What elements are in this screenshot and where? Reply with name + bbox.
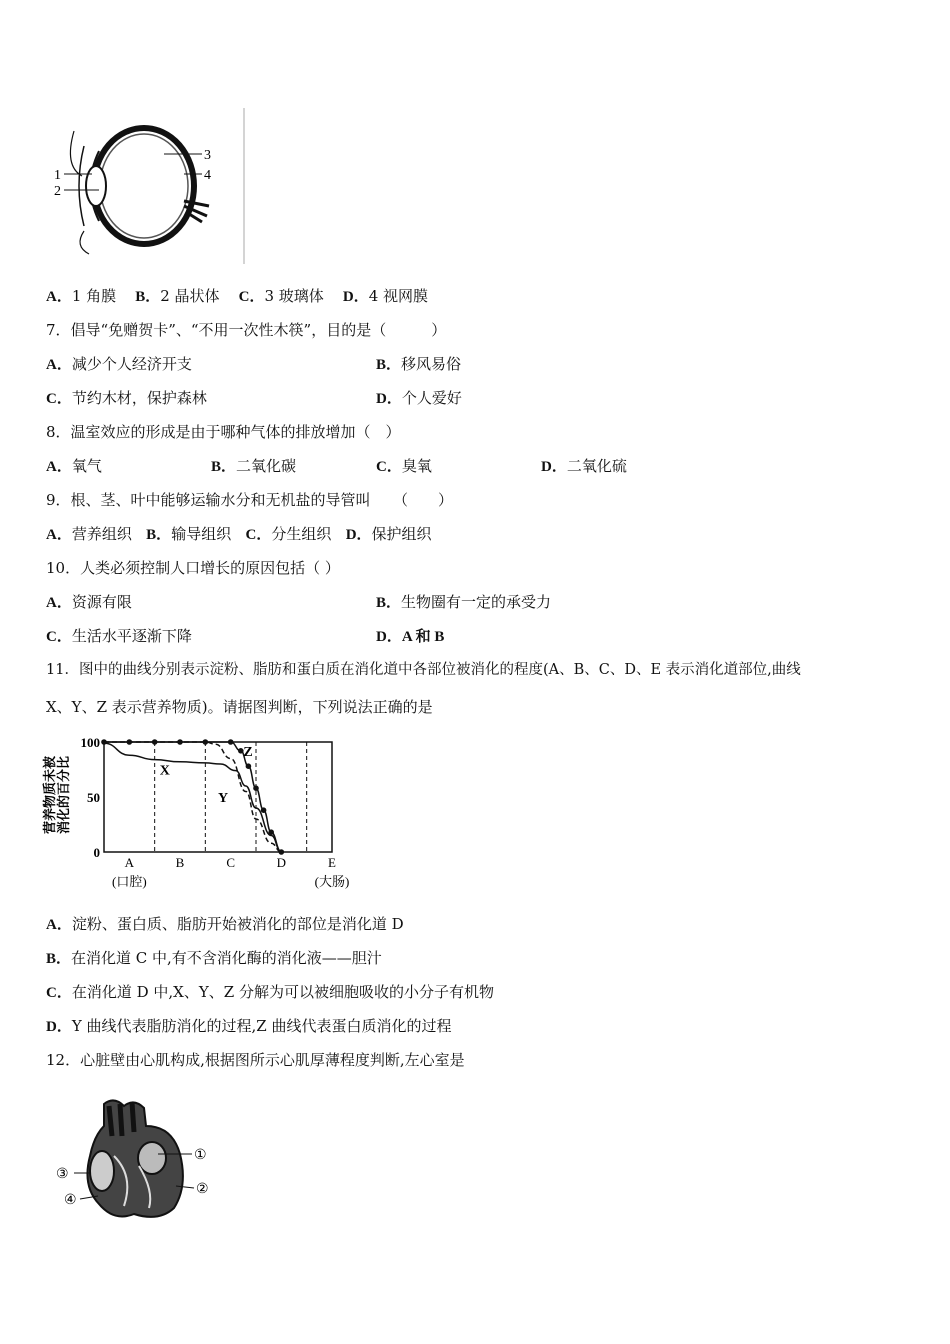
series-point-z (246, 763, 252, 769)
curve-label-z: Z (243, 744, 253, 760)
q11-option-d-key: D． (46, 1019, 72, 1035)
q11-option-b[interactable] (46, 948, 382, 969)
series-point-z (127, 739, 133, 745)
q10-stem: 10．人类必须控制人口增长的原因包括（ ） (46, 559, 340, 577)
q11-option-b-key: B． (46, 951, 72, 967)
q7-option-c-key: C． (46, 391, 72, 407)
q10-option-b[interactable] (376, 592, 551, 613)
q10-option-a-key: A． (46, 595, 72, 611)
q10-option-d[interactable] (376, 626, 444, 647)
q8-option-c[interactable] (376, 456, 432, 477)
q7-stem: 7．倡导“免赠贺卡”、“不用一次性木筷”，目的是（ ） (46, 321, 447, 339)
q7-option-d-text: 个人爱好 (401, 389, 462, 407)
q8-stem: 8．温室效应的形成是由于哪种气体的排放增加（ ） (46, 423, 401, 441)
q7-option-a-text: 减少个人经济开支 (71, 355, 192, 373)
q11-option-d-text: Y 曲线代表脂肪消化的过程,Z 曲线代表蛋白质消化的过程 (71, 1017, 452, 1035)
digestion-chart (40, 728, 360, 896)
q6-option-a[interactable] (46, 287, 116, 305)
q6-option-a-text: 1 角膜 (71, 287, 117, 305)
q6-option-d-text: 4 视网膜 (368, 287, 429, 305)
q10-option-d-key: D． (376, 629, 402, 645)
curve-label-x: X (159, 763, 170, 779)
q9-option-d[interactable] (346, 525, 432, 543)
q7-option-d-key: D． (376, 391, 402, 407)
q6-option-d-key: D． (342, 289, 369, 305)
eye-label-2: 2 (54, 184, 61, 199)
q8-option-b[interactable] (211, 456, 296, 477)
q10-option-d-text: A 和 B (401, 629, 445, 645)
eye-diagram-svg (44, 106, 246, 266)
q6-option-b[interactable] (135, 287, 219, 305)
q8-option-c-key: C． (376, 459, 402, 475)
q6-option-c-key: C． (238, 289, 265, 305)
q10-option-b-text: 生物圈有一定的承受力 (401, 593, 552, 611)
q7-option-a-key: A． (46, 357, 72, 373)
q11-stem-line2: X、Y、Z 表示营养物质)。请据图判断，下列说法正确的是 (46, 698, 433, 716)
q11-option-c-key: C． (46, 985, 72, 1001)
series-point-z (203, 739, 209, 745)
q9-option-b-key: B． (146, 527, 172, 543)
q6-options (46, 286, 428, 307)
q8-option-a-key: A． (46, 459, 72, 475)
eye-label-3: 3 (204, 148, 211, 163)
q6-option-b-text: 2 晶状体 (160, 287, 220, 305)
series-point-z (279, 849, 285, 855)
q7-option-b-text: 移风易俗 (401, 355, 462, 373)
q11-option-a-text: 淀粉、蛋白质、脂肪开始被消化的部位是消化道 D (71, 915, 404, 933)
q8-option-b-key: B． (211, 459, 237, 475)
q8-option-b-text: 二氧化碳 (236, 457, 297, 475)
series-point-z (268, 829, 274, 835)
x-tick-note: (大肠) (314, 874, 350, 889)
series-point-z (101, 739, 107, 745)
series-point-z (261, 807, 267, 813)
q7-option-c[interactable] (46, 388, 207, 409)
q9-option-d-text: 保护组织 (371, 525, 432, 543)
curve-label-y: Y (218, 791, 229, 806)
heart-diagram-svg (54, 1096, 220, 1224)
q6-option-c[interactable] (239, 287, 324, 305)
q8-option-d[interactable] (541, 456, 627, 477)
q10-option-c-text: 生活水平逐渐下降 (71, 627, 192, 645)
q7-option-c-text: 节约木材，保护森林 (71, 389, 207, 407)
x-tick-label: A (124, 855, 135, 870)
x-tick-label: C (226, 855, 236, 870)
heart-label-1: ① (194, 1148, 207, 1163)
eye-label-1: 1 (54, 168, 61, 183)
y-tick-label: 50 (87, 790, 100, 805)
q11-option-d[interactable] (46, 1016, 451, 1037)
x-tick-label: E (328, 855, 336, 870)
q10-option-a[interactable] (46, 592, 132, 613)
q11-option-a[interactable] (46, 914, 404, 935)
series-line-x (104, 743, 281, 852)
q11-option-b-text: 在消化道 C 中,有不含消化酶的消化液——胆汁 (71, 949, 382, 967)
heart-label-2: ② (196, 1182, 209, 1197)
q11-option-c-text: 在消化道 D 中,X、Y、Z 分解为可以被细胞吸收的小分子有机物 (71, 983, 494, 1001)
heart-diagram (54, 1096, 220, 1224)
q7-option-d[interactable] (376, 388, 462, 409)
y-axis-label: 消化的百分比 (56, 755, 71, 834)
q11-stem-line1: 11．图中的曲线分别表示淀粉、脂肪和蛋白质在消化道中各部位被消化的程度(A、B、C、D、E 表示消化道部位,曲线 (46, 662, 801, 678)
q6-option-c-text: 3 玻璃体 (264, 287, 324, 305)
q9-option-a-text: 营养组织 (71, 525, 132, 543)
y-tick-label: 0 (93, 845, 100, 860)
q7-option-b[interactable] (376, 354, 461, 375)
y-axis-label: 营养物质未被 (42, 755, 57, 834)
q8-option-a-text: 氧气 (71, 457, 102, 475)
x-tick-label: D (276, 855, 287, 870)
heart-label-3: ③ (56, 1167, 69, 1182)
q6-option-b-key: B． (135, 289, 161, 305)
q10-option-c-key: C． (46, 629, 72, 645)
series-point-z (152, 739, 158, 745)
y-tick-label: 100 (80, 735, 100, 750)
series-line-y (104, 742, 281, 852)
eye-label-4: 4 (204, 168, 211, 183)
x-tick-note: (口腔) (111, 874, 147, 889)
q7-option-b-key: B． (376, 357, 402, 373)
q6-option-a-key: A． (46, 289, 72, 305)
q11-option-a-key: A． (46, 917, 72, 933)
heart-label-4: ④ (64, 1193, 77, 1208)
q9-option-d-key: D． (345, 527, 372, 543)
q9-option-c-text: 分生组织 (271, 525, 332, 543)
q9-options (46, 524, 432, 545)
q10-option-c[interactable] (46, 626, 192, 647)
eye-diagram (44, 106, 246, 266)
q8-option-d-key: D． (541, 459, 567, 475)
q10-option-a-text: 资源有限 (71, 593, 132, 611)
series-point-z (253, 785, 259, 791)
series-point-z (228, 739, 234, 745)
q7-option-a[interactable] (46, 354, 192, 375)
series-point-z (177, 739, 183, 745)
q10-option-b-key: B． (376, 595, 402, 611)
q8-option-a[interactable] (46, 456, 102, 477)
q8-option-c-text: 臭氧 (401, 457, 432, 475)
q9-option-c[interactable] (246, 525, 332, 543)
series-line-z (104, 742, 281, 852)
q9-option-a[interactable] (46, 525, 132, 543)
q9-stem: 9．根、茎、叶中能够运输水分和无机盐的导管叫 （ ） (46, 491, 454, 509)
q6-option-d[interactable] (343, 287, 428, 305)
q12-stem: 12．心脏壁由心肌构成,根据图所示心肌厚薄程度判断,左心室是 (46, 1051, 465, 1069)
q9-option-c-key: C． (245, 527, 272, 543)
digestion-chart-svg (40, 728, 360, 896)
q9-option-b[interactable] (146, 525, 231, 543)
q9-option-b-text: 输导组织 (171, 525, 232, 543)
q9-option-a-key: A． (46, 527, 72, 543)
q8-option-d-text: 二氧化硫 (566, 457, 627, 475)
q11-option-c[interactable] (46, 982, 494, 1003)
x-tick-label: B (175, 855, 185, 870)
